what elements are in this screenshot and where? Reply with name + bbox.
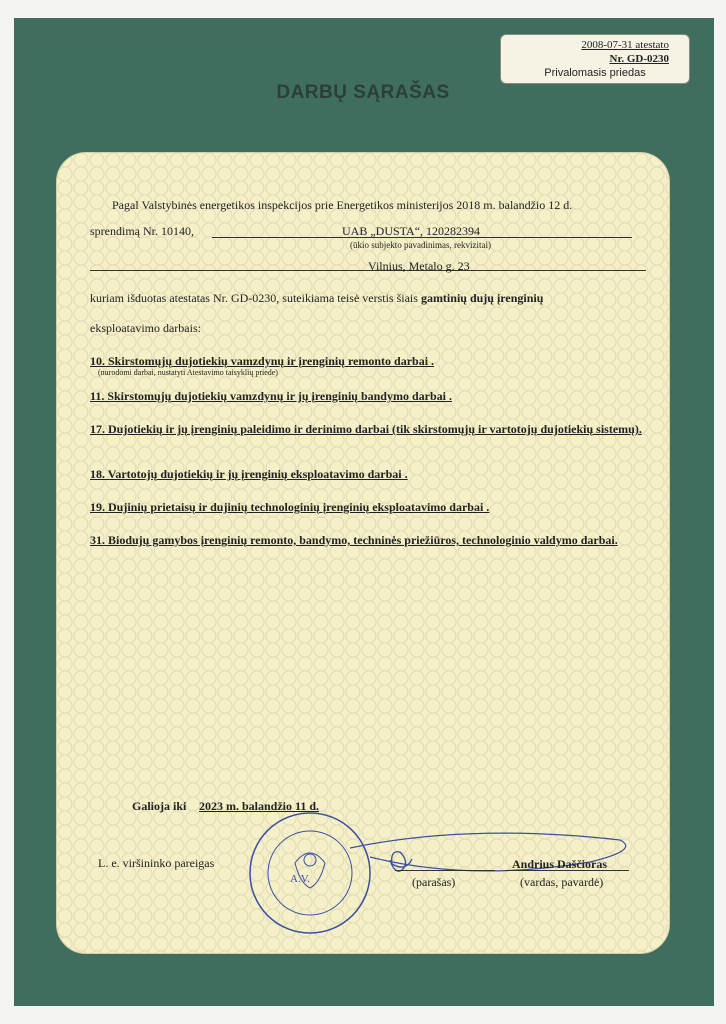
gas-equipment-text: gamtinių dujų įrenginių — [420, 291, 544, 305]
page-title: DARBŲ SĄRAŠAS — [276, 82, 450, 103]
intro-line4: eksploatavimo darbais: — [90, 321, 201, 335]
work-item-17: 17. Dujotiekių ir jų įrenginių paleidimo ir derinimo darbai (tik skirstomųjų ir vartotojų dujotiekių sistemų). — [90, 422, 642, 436]
signature-line — [395, 870, 495, 871]
signer-name: Andrius Daščioras — [512, 857, 608, 871]
annex-tag — [500, 34, 690, 84]
annex-number: Nr. GD-0230 — [609, 53, 669, 65]
work-item-18: 18. Vartotojų dujotiekių ir jų įrenginių eksploatavimo darbai . — [90, 467, 408, 481]
work-item-11: 11. Skirstomųjų dujotiekių vamzdynų ir jų įrenginių bandymo darbai . — [90, 389, 452, 403]
signature-hint: (parašas) — [412, 875, 456, 889]
company-name: UAB „DUSTA“, 120282394 — [342, 224, 481, 238]
signature-mark — [330, 818, 660, 898]
work-item-19: 19. Dujinių prietaisų ir dujinių technologinių įrenginių eksploatavimo darbai . — [90, 500, 490, 514]
intro-line3-text: kuriam išduotas atestatas Nr. GD-0230, suteikiama teisė verstis šiais — [90, 291, 418, 305]
intro-line1: Pagal Valstybinės energetikos inspekcijos prie Energetikos ministerijos 2018 m. balandžio 12 d. — [112, 198, 573, 212]
decision-label: sprendimą Nr. 10140, — [90, 224, 194, 238]
works-hint: (nurodomi darbai, nustatyti Atestavimo taisyklių priede) — [98, 368, 278, 377]
validity-label: Galioja iki — [132, 799, 187, 813]
name-underline — [505, 870, 629, 871]
company-hint: (ūkio subjekto pavadinimas, rekvizitai) — [350, 240, 491, 250]
annex-type: Privalomasis priedas — [544, 67, 646, 79]
stamp-av: A.V. — [290, 873, 310, 885]
name-hint: (vardas, pavardė) — [520, 875, 604, 889]
validity-date: 2023 m. balandžio 11 d. — [199, 799, 320, 813]
annex-date: 2008-07-31 atestato — [581, 39, 669, 51]
work-item-10: 10. Skirstomųjų dujotiekių vamzdynų ir įrenginių remonto darbai . — [90, 354, 435, 368]
intro-line3 — [90, 291, 543, 306]
signer-position: L. e. viršininko pareigas — [98, 856, 215, 870]
company-address: Vilnius, Metalo g. 23 — [368, 259, 470, 273]
work-item-31: 31. Biodujų gamybos įrenginių remonto, bandymo, techninės priežiūros, technologinio valdymo darbai. — [90, 533, 618, 547]
